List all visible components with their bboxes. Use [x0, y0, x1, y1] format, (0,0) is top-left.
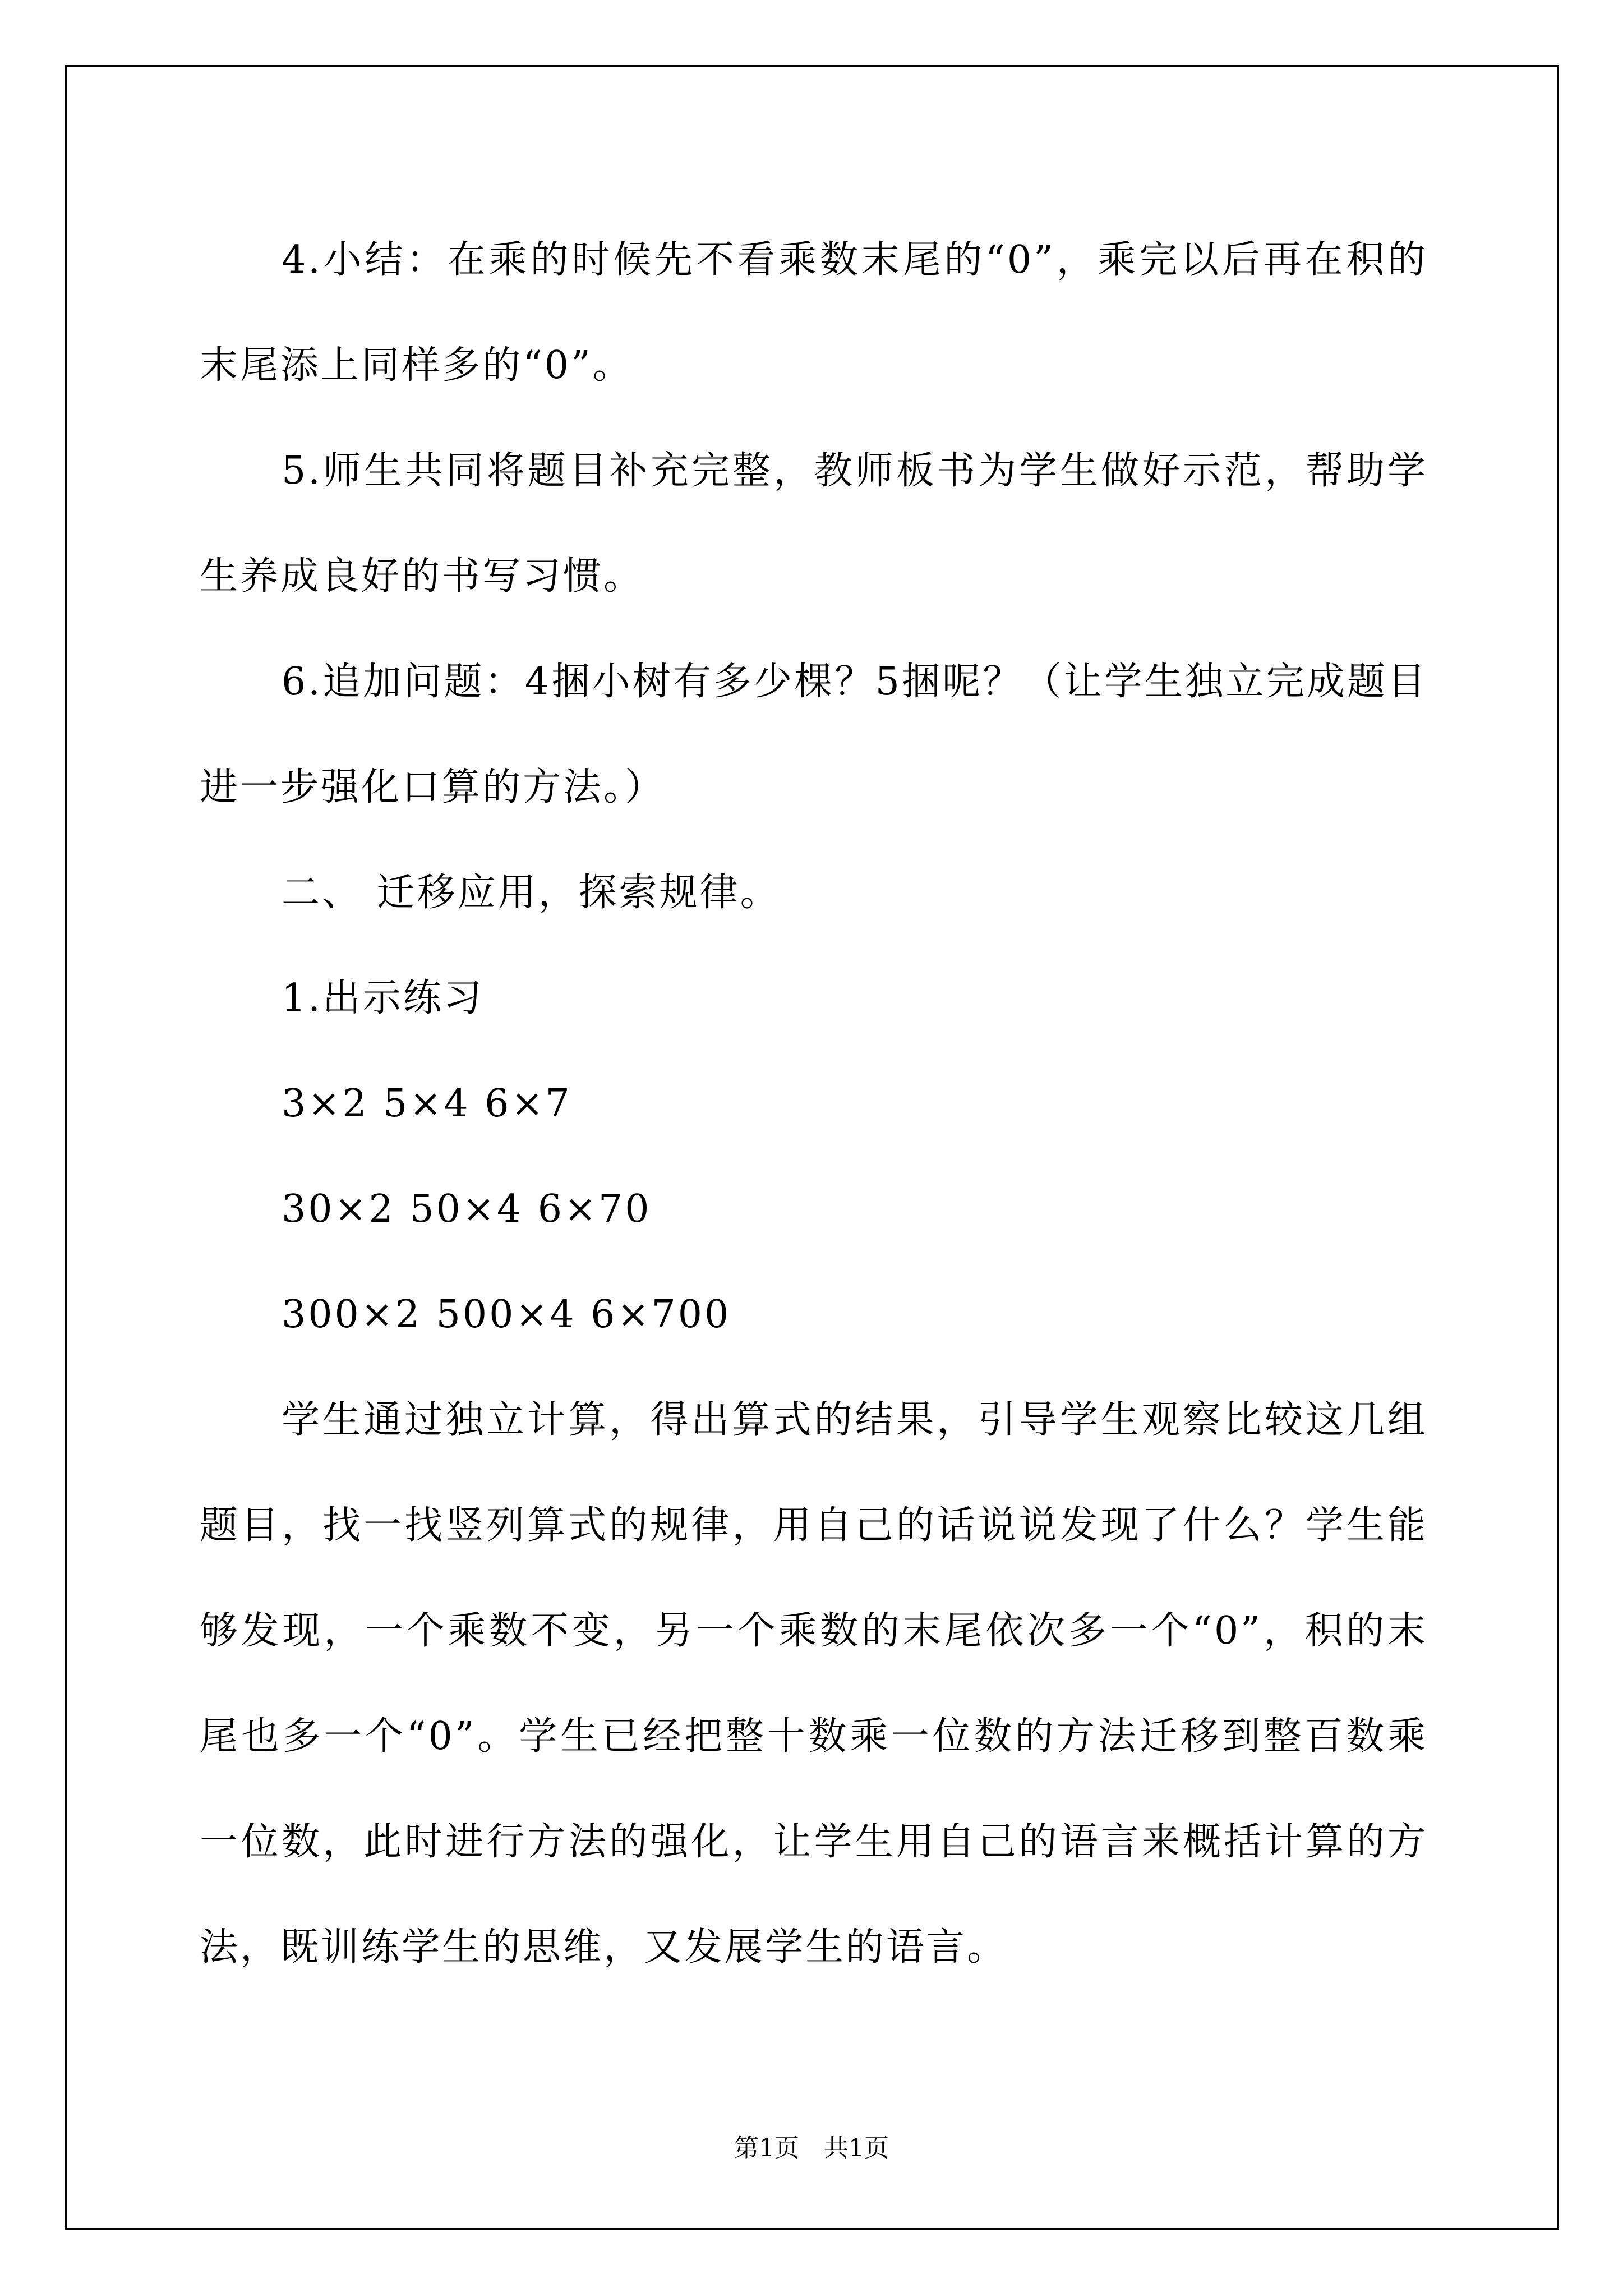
exercise-title: 1.出示练习 [282, 976, 484, 1020]
section-heading: 二、 迁移应用，探索规律。 [282, 871, 781, 915]
paragraph-analysis: 学生通过独立计算，得出算式的结果，引导学生观察比较这几组题目，找一找竖列算式的规律，用自己的话说说发现了什么？学生能够发现，一个乘数不变，另一个乘数的末尾依次多一个“0”，积的末尾也多一个“0”。学生已经把整十数乘一位数的方法迁移到整百数乘一位数，此时进行方法的强化，让学生用自己的语言来概括计算的方法，既训练学生的思维，又发展学生的语言。 [200, 1398, 1428, 1970]
exercise-line-2: 30×2 50×4 6×70 [282, 1187, 652, 1231]
exercise-line-1: 3×2 5×4 6×7 [282, 1082, 572, 1126]
exercise-line-3: 300×2 500×4 6×700 [282, 1292, 731, 1337]
paragraph-summary: 4.小结：在乘的时候先不看乘数末尾的“0”，乘完以后再在积的末尾添上同样多的“0”。 [200, 238, 1428, 388]
paragraph-follow-up-question: 6.追加问题：4捆小树有多少棵？5捆呢？（让学生独立完成题目进一步强化口算的方法。） [200, 660, 1428, 809]
page-number-footer: 第1页 共1页 [734, 2134, 889, 2162]
paragraph-board-writing: 5.师生共同将题目补充完整，教师板书为学生做好示范，帮助学生养成良好的书写习惯。 [200, 449, 1428, 599]
document-body [200, 208, 1428, 2000]
